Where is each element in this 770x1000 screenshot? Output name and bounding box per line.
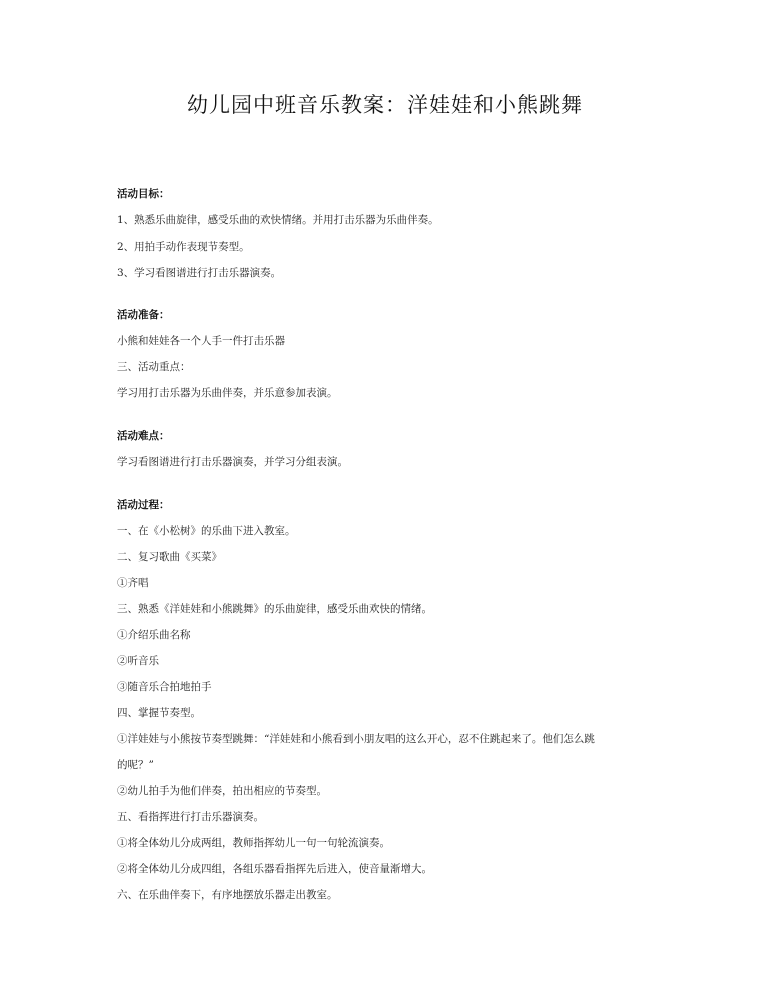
difficulty-heading: 活动难点： (117, 430, 170, 442)
process-item-4: 三、熟悉《洋娃娃和小熊跳舞》的乐曲旋律，感受乐曲欢快的情绪。 (117, 603, 432, 615)
process-item-9: ①洋娃娃与小熊按节奏型跳舞：“洋娃娃和小熊看到小朋友唱的这么开心，忍不住跳起来了。他们怎么跳 (117, 733, 595, 745)
process-item-10: ②幼儿拍手为他们伴奏，拍出相应的节奏型。 (117, 785, 327, 797)
process-heading: 活动过程： (117, 499, 170, 511)
goal-item-3: 3、学习看图谱进行打击乐器演奏。 (117, 267, 282, 279)
process-item-11: 五、看指挥进行打击乐器演奏。 (117, 811, 264, 823)
difficulty-item-1: 学习看图谱进行打击乐器演奏，并学习分组表演。 (117, 456, 348, 468)
process-item-13: ②将全体幼儿分成四组，各组乐器看指挥先后进入，使音量渐增大。 (117, 863, 432, 875)
goal-item-2: 2、用拍手动作表现节奏型。 (117, 241, 250, 253)
process-item-14: 六、在乐曲伴奏下，有序地摆放乐器走出教室。 (117, 889, 338, 901)
page-title: 幼儿园中班音乐教案：洋娃娃和小熊跳舞 (187, 93, 583, 117)
goal-item-1: 1、熟悉乐曲旋律，感受乐曲的欢快情绪。并用打击乐器为乐曲伴奏。 (117, 214, 439, 226)
process-item-5: ①介绍乐曲名称 (117, 629, 191, 641)
process-item-2: 二、复习歌曲《买菜》 (117, 551, 222, 563)
process-item-12: ①将全体幼儿分成两组，教师指挥幼儿一句一句轮流演奏。 (117, 837, 390, 849)
prep-heading: 活动准备： (117, 309, 170, 321)
process-item-6: ②听音乐 (117, 655, 159, 667)
goals-heading: 活动目标： (117, 188, 170, 200)
process-item-3: ①齐唱 (117, 577, 149, 589)
process-item-8: 四、掌握节奏型。 (117, 707, 201, 719)
prep-item-2: 三、活动重点： (117, 361, 191, 373)
process-item-7: ③随音乐合拍地拍手 (117, 681, 212, 693)
prep-item-1: 小熊和娃娃各一个人手一件打击乐器 (117, 335, 285, 347)
process-item-9-cont: 的呢？” (117, 759, 154, 771)
prep-item-3: 学习用打击乐器为乐曲伴奏，并乐意参加表演。 (117, 387, 338, 399)
process-item-1: 一、在《小松树》的乐曲下进入教室。 (117, 525, 296, 537)
